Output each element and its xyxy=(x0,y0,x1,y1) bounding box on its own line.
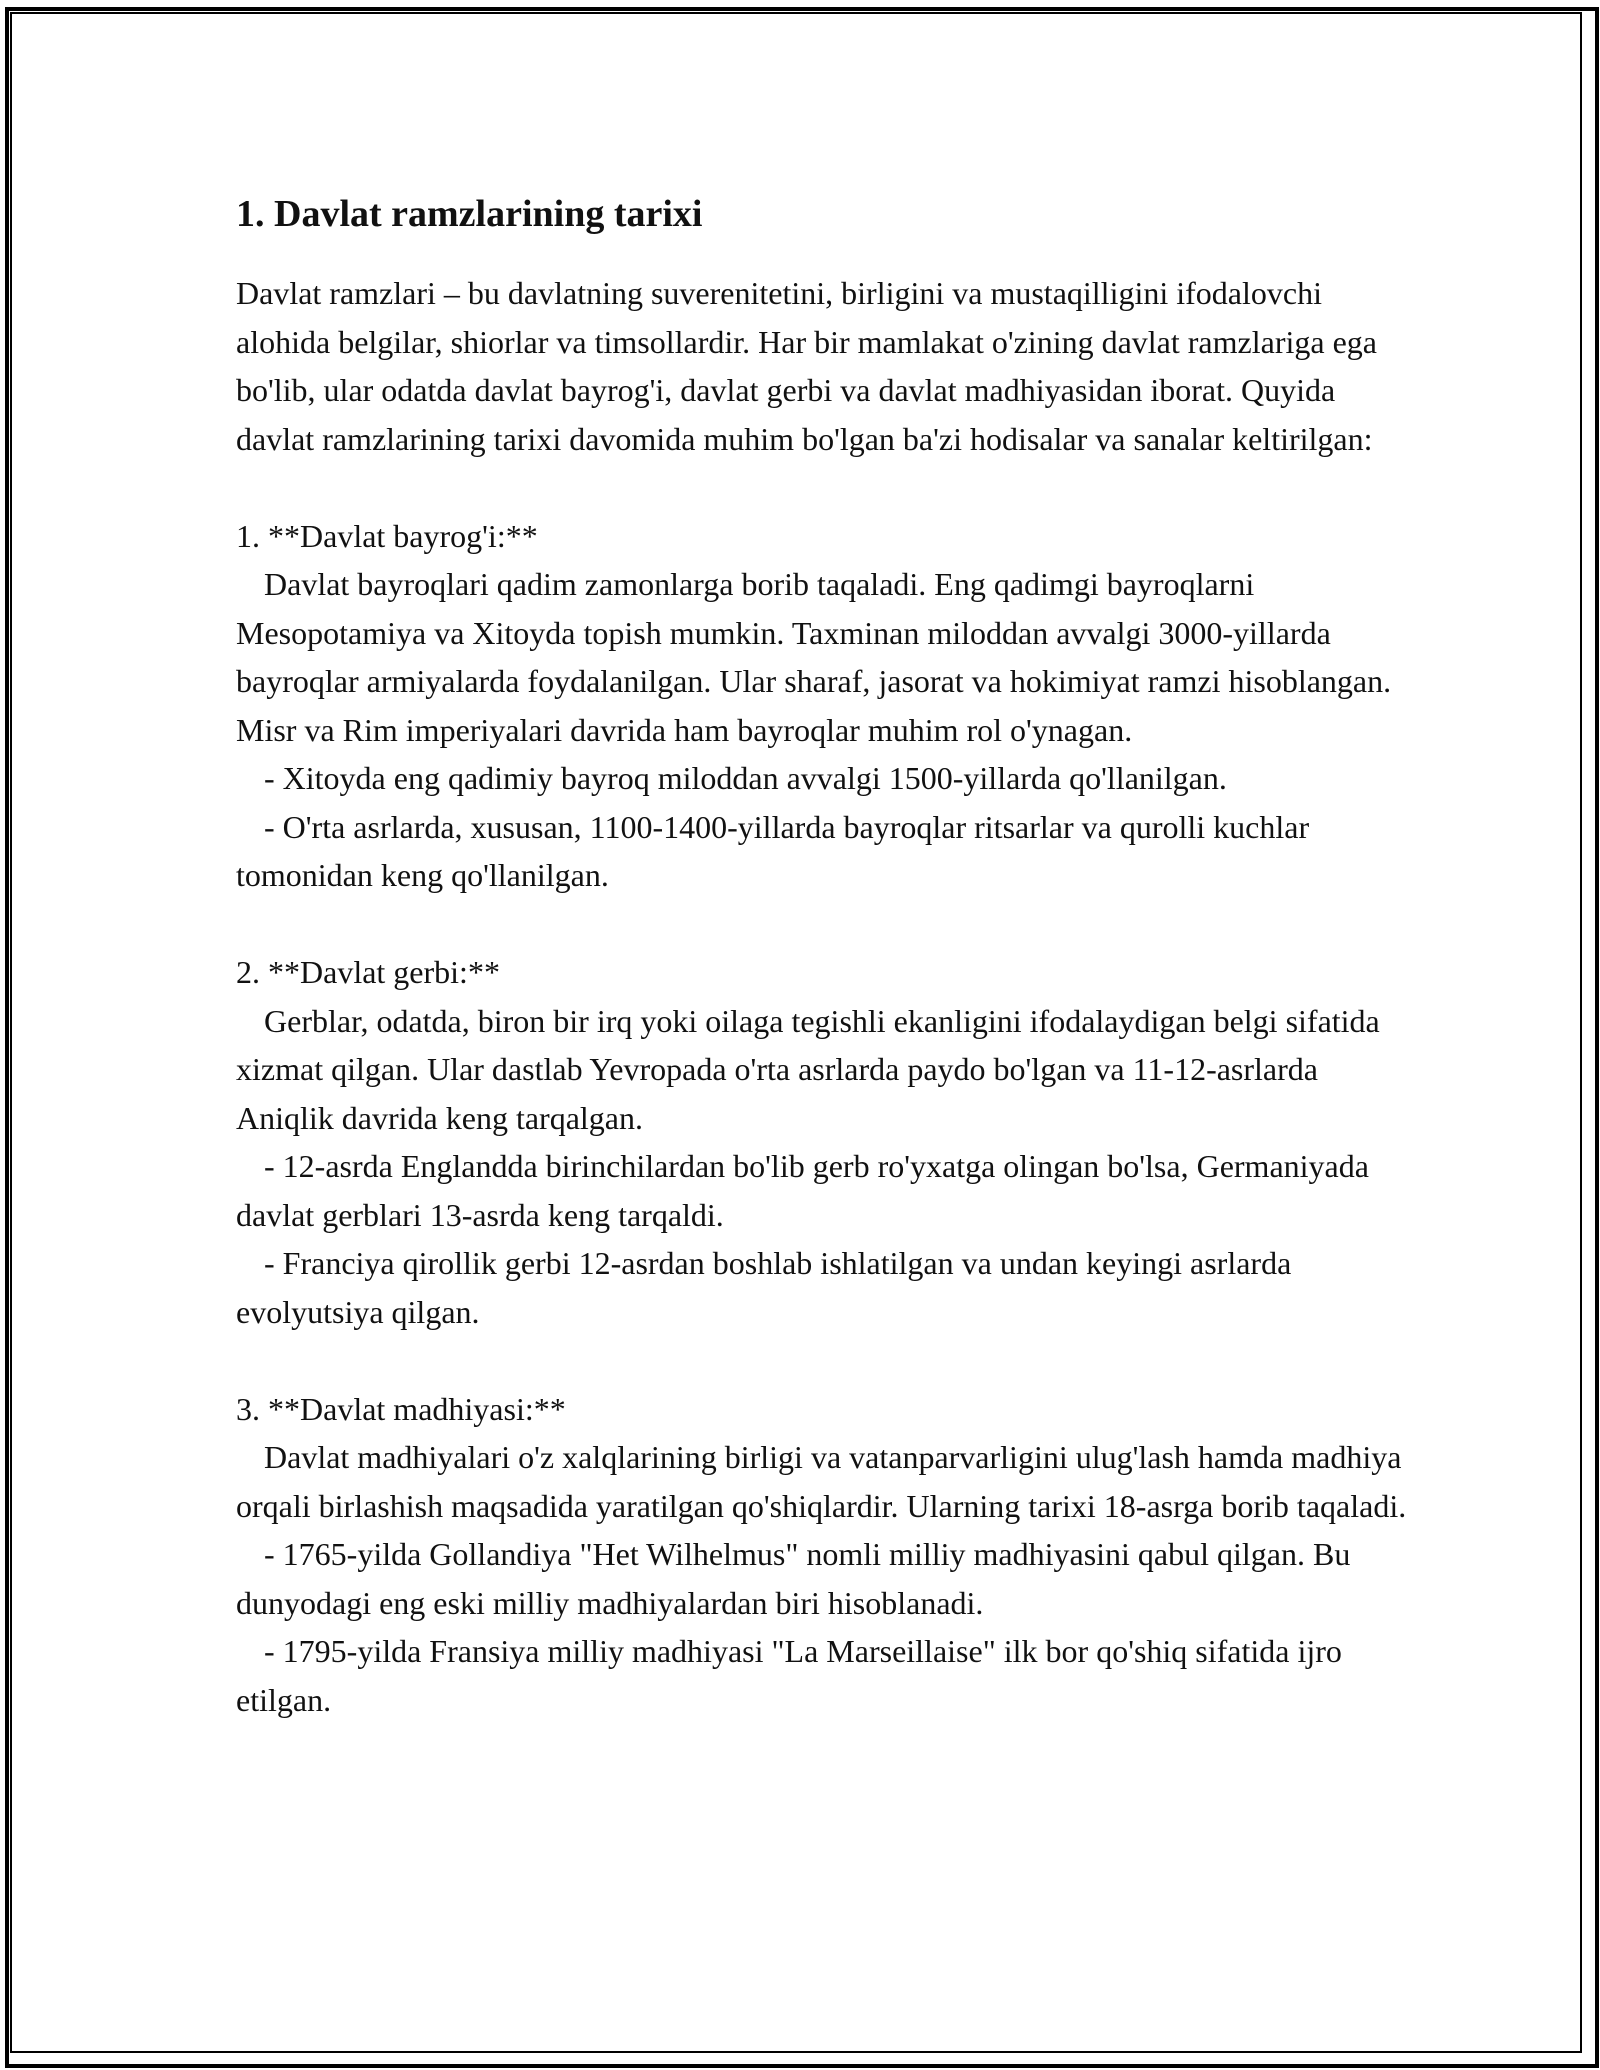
section-body-text: Gerblar, odatda, biron bir irq yoki oilaga tegishli ekanligini ifodalaydigan belgi sifatida xizmat qilgan. Ular dastlab Yevropada o'rta asrlarda paydo bo'lgan va 11-12-asrlarda Aniqlik davrida keng tarqalgan. xyxy=(236,1002,1380,1136)
bullet-text: - Xitoyda eng qadimiy bayroq miloddan avvalgi 1500-yillarda qo'llanilgan. xyxy=(264,760,1227,796)
bullet-item xyxy=(236,1530,1416,1627)
section-spacer xyxy=(236,1336,1416,1385)
section-body-text: Davlat bayroqlari qadim zamonlarga borib taqaladi. Eng qadimgi bayroqlarni Mesopotamiya va Xitoyda topish mumkin. Taxminan miloddan avvalgi 3000-yillarda bayroqlar armiyalarda foydalanilgan. Ular sharaf, jasorat va hokimiyat ramzi hisoblangan. Misr va Rim imperiyalari davrida ham bayroqlar muhim rol o'ynagan. xyxy=(236,566,1392,748)
bullet-text: - 12-asrda Englandda birinchilardan bo'lib gerb ro'yxatga olingan bo'lsa, Germaniyada davlat gerblari 13-asrda keng tarqaldi. xyxy=(236,1148,1369,1233)
section-spacer xyxy=(236,463,1416,512)
document-title: 1. Davlat ramzlarining tarixi xyxy=(236,193,703,235)
section-body-coat-of-arms xyxy=(236,997,1416,1143)
section-heading-coat-of-arms: 2. **Davlat gerbi:** xyxy=(236,954,500,990)
section-body-flag xyxy=(236,560,1416,754)
section-heading-anthem: 3. **Davlat madhiyasi:** xyxy=(236,1390,566,1427)
section-heading-flag: 1. **Davlat bayrog'i:** xyxy=(236,517,538,554)
section-anthem xyxy=(236,1385,1416,1725)
section-body-text: Davlat madhiyalari o'z xalqlarining birligi va vatanparvarligini ulug'lash hamda madhiya orqali birlashish maqsadida yaratilgan qo'shiqlardir. Ularning tarixi 18-asrga borib taqaladi. xyxy=(236,1439,1407,1524)
section-spacer xyxy=(236,900,1416,949)
bullet-item xyxy=(236,803,1416,900)
bullet-text: - O'rta asrlarda, xususan, 1100-1400-yillarda bayroqlar ritsarlar va qurolli kuchlar tomonidan keng qo'llanilgan. xyxy=(236,808,1310,893)
bullet-text: - 1765-yilda Gollandiya "Het Wilhelmus" nomli milliy madhiyasini qabul qilgan. Bu dunyodagi eng eski milliy madhiyalardan biri hisoblanadi. xyxy=(236,1536,1351,1621)
intro-paragraph: Davlat ramzlari – bu davlatning suverenitetini, birligini va mustaqilligini ifodalovchi alohida belgilar, shiorlar va timsollardir. Har bir mamlakat o'zining davlat ramzlariga ega bo'lib, ular odatda davlat bayrog'i, davlat gerbi va davlat madhiyasidan iborat. Quyida davlat ramzlarining tarixi davomida muhim bo'lgan ba'zi hodisalar va sanalar keltirilgan: xyxy=(236,275,1377,457)
bullet-item xyxy=(236,1239,1416,1336)
section-flag xyxy=(236,512,1416,900)
section-body-anthem xyxy=(236,1433,1416,1530)
bullet-text: - Franciya qirollik gerbi 12-asrdan boshlab ishlatilgan va undan keyingi asrlarda evolyutsiya qilgan. xyxy=(236,1245,1292,1330)
bullet-item xyxy=(236,754,1416,803)
document-body xyxy=(236,186,1416,1724)
bullet-item xyxy=(236,1627,1416,1724)
bullet-item xyxy=(236,1142,1416,1239)
section-coat-of-arms xyxy=(236,948,1416,1336)
bullet-text: - 1795-yilda Fransiya milliy madhiyasi "La Marseillaise" ilk bor qo'shiq sifatida ijro etilgan. xyxy=(236,1633,1342,1718)
